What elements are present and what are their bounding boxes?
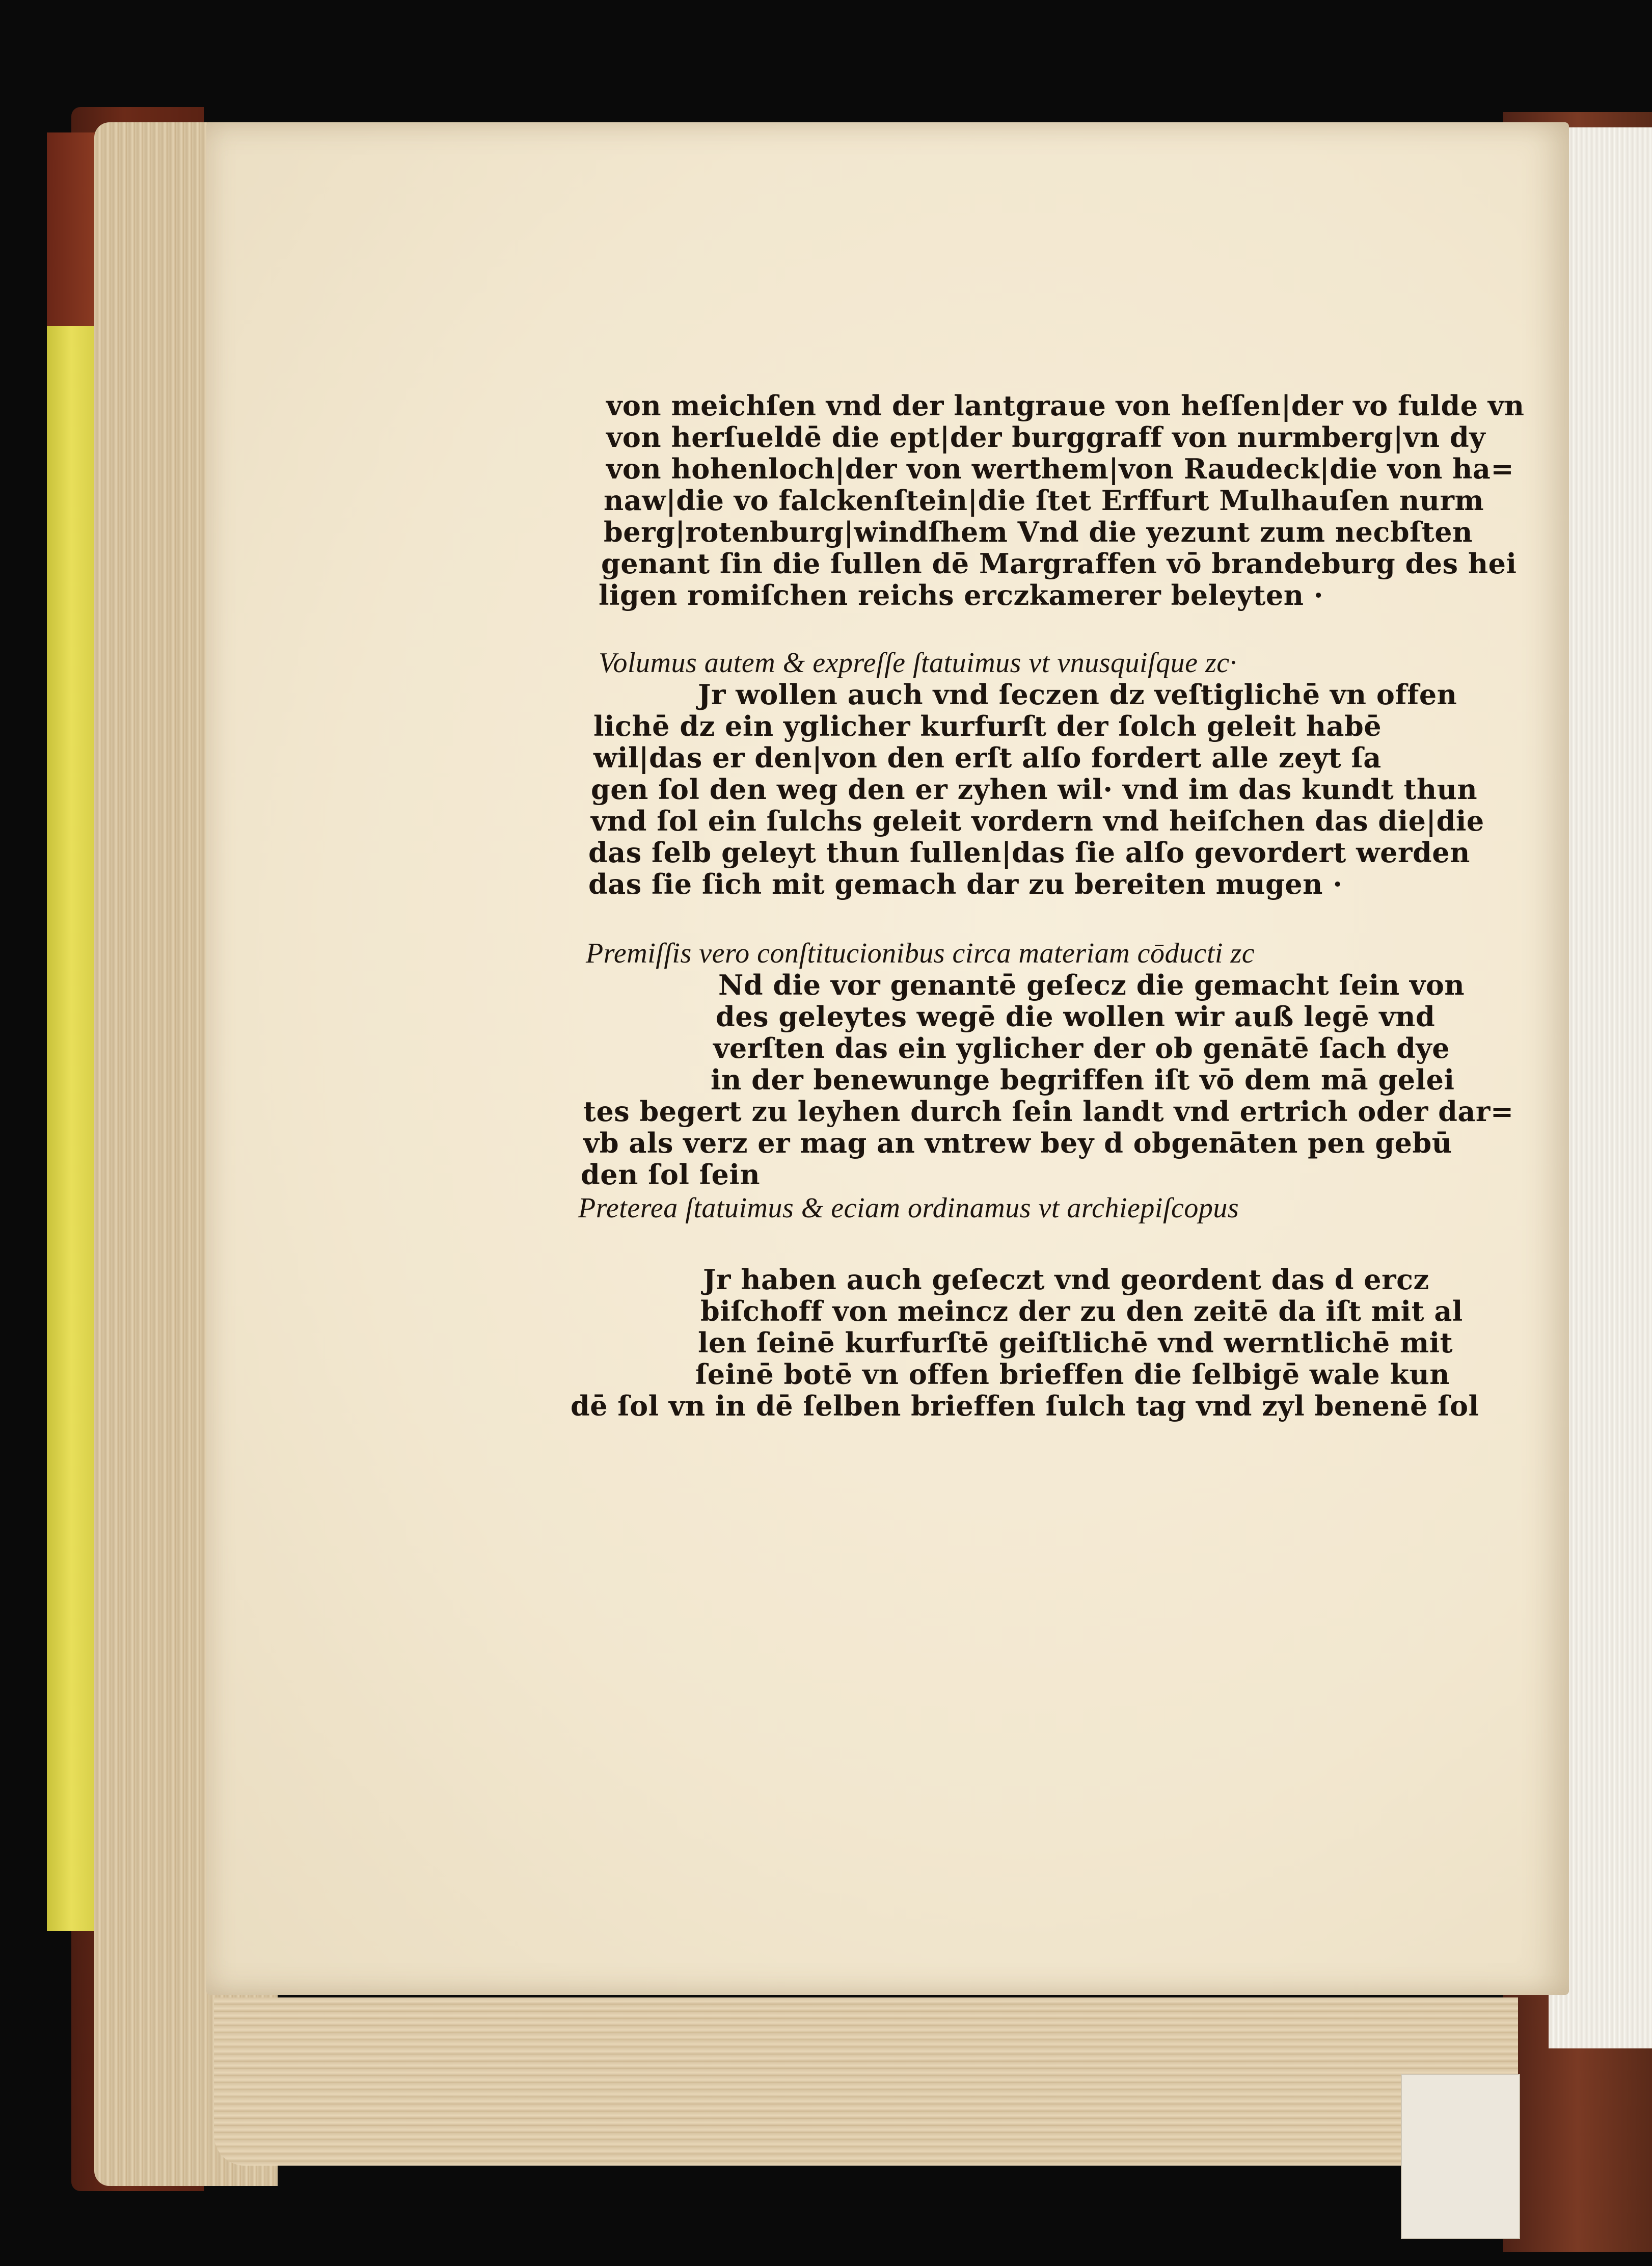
latin-rubric: Volumus autem & expreſſe ſtatuimus vt vnusquiſque zc· [599,647,1237,679]
latin-rubric: Preterea ſtatuimus & eciam ordinamus vt archiepiſcopus [578,1192,1239,1224]
text-line: ſeinē botē vn offen brieffen die ſelbigē wale kun [695,1358,1450,1391]
paper-slip [1401,2074,1520,2239]
text-line: Jr haben auch geſeczt vnd geordent das d ercz [703,1263,1429,1296]
text-line: in der benewunge begriffen iſt vō dem mā gelei [711,1063,1455,1096]
text-line: von herſueldē die ept|der burggraff von nurmberg|vn dy [606,421,1486,454]
cover-edge [47,132,95,326]
text-line: dē ſol vn in dē ſelben brieffen ſulch tag vnd zyl benenē ſol [571,1390,1479,1422]
book-page [206,122,1569,1995]
latin-rubric: Premiſſis vero conſtitucionibus circa materiam cōducti zc [586,938,1255,969]
text-line: lichē dz ein yglicher kurfurſt der ſolch geleit habē [593,710,1382,742]
text-line: den ſol ſein [581,1158,761,1191]
yellow-endpaper [47,326,95,1931]
text-line: len ſeinē kurfurſtē geiſtlichē vnd werntlichē mit [698,1326,1453,1359]
text-line: von meichſen vnd der lantgraue von heſſen|der vo fulde vn [606,389,1525,422]
text-line: wil|das er den|von den erſt alſo fordert alle zeyt ſa [593,741,1382,774]
text-line: Nd die vor genantē geſecz die gemacht ſein von [718,969,1465,1001]
page-bottom-edge [214,1997,1518,2166]
text-line: tes begert zu leyhen durch ſein landt vnd ertrich oder dar= [583,1095,1514,1128]
text-line: vb als verz er mag an vntrew bey d obgenāten pen gebū [583,1127,1452,1159]
text-line: genant ſin die ſullen dē Margraffen vō brandeburg des hei [601,547,1517,580]
text-line: von hohenloch|der von werthem|von Raudeck|die von ha= [606,452,1514,485]
text-line: naw|die vo falckenſtein|die ſtet Erffurt Mulhauſen nurm [604,484,1484,517]
text-line: Jr wollen auch vnd ſeczen dz veſtiglichē vn offen [698,678,1457,711]
text-line: gen ſol den weg den er zyhen wil· vnd im das kundt thun [591,773,1478,806]
text-line: des geleytes wegē die wollen wir auß legē vnd [716,1000,1436,1033]
text-line: biſchoff von meincz der zu den zeitē da iſt mit al [700,1295,1463,1327]
text-line: das ſie ſich mit gemach dar zu bereiten mugen · [588,868,1343,900]
text-line: ligen romiſchen reichs erczkamerer beleyten · [599,579,1324,611]
page-text [206,122,1569,1995]
text-line: berg|rotenburg|windſhem Vnd die yezunt zum necbſten [604,516,1473,548]
text-line: das ſelb geleyt thun ſullen|das ſie alſo gevordert werden [588,836,1470,869]
text-line: vnd ſol ein ſulchs geleit vordern vnd heiſchen das die|die [591,805,1484,837]
text-line: verſten das ein yglicher der ob genātē ſach dye [713,1032,1450,1064]
